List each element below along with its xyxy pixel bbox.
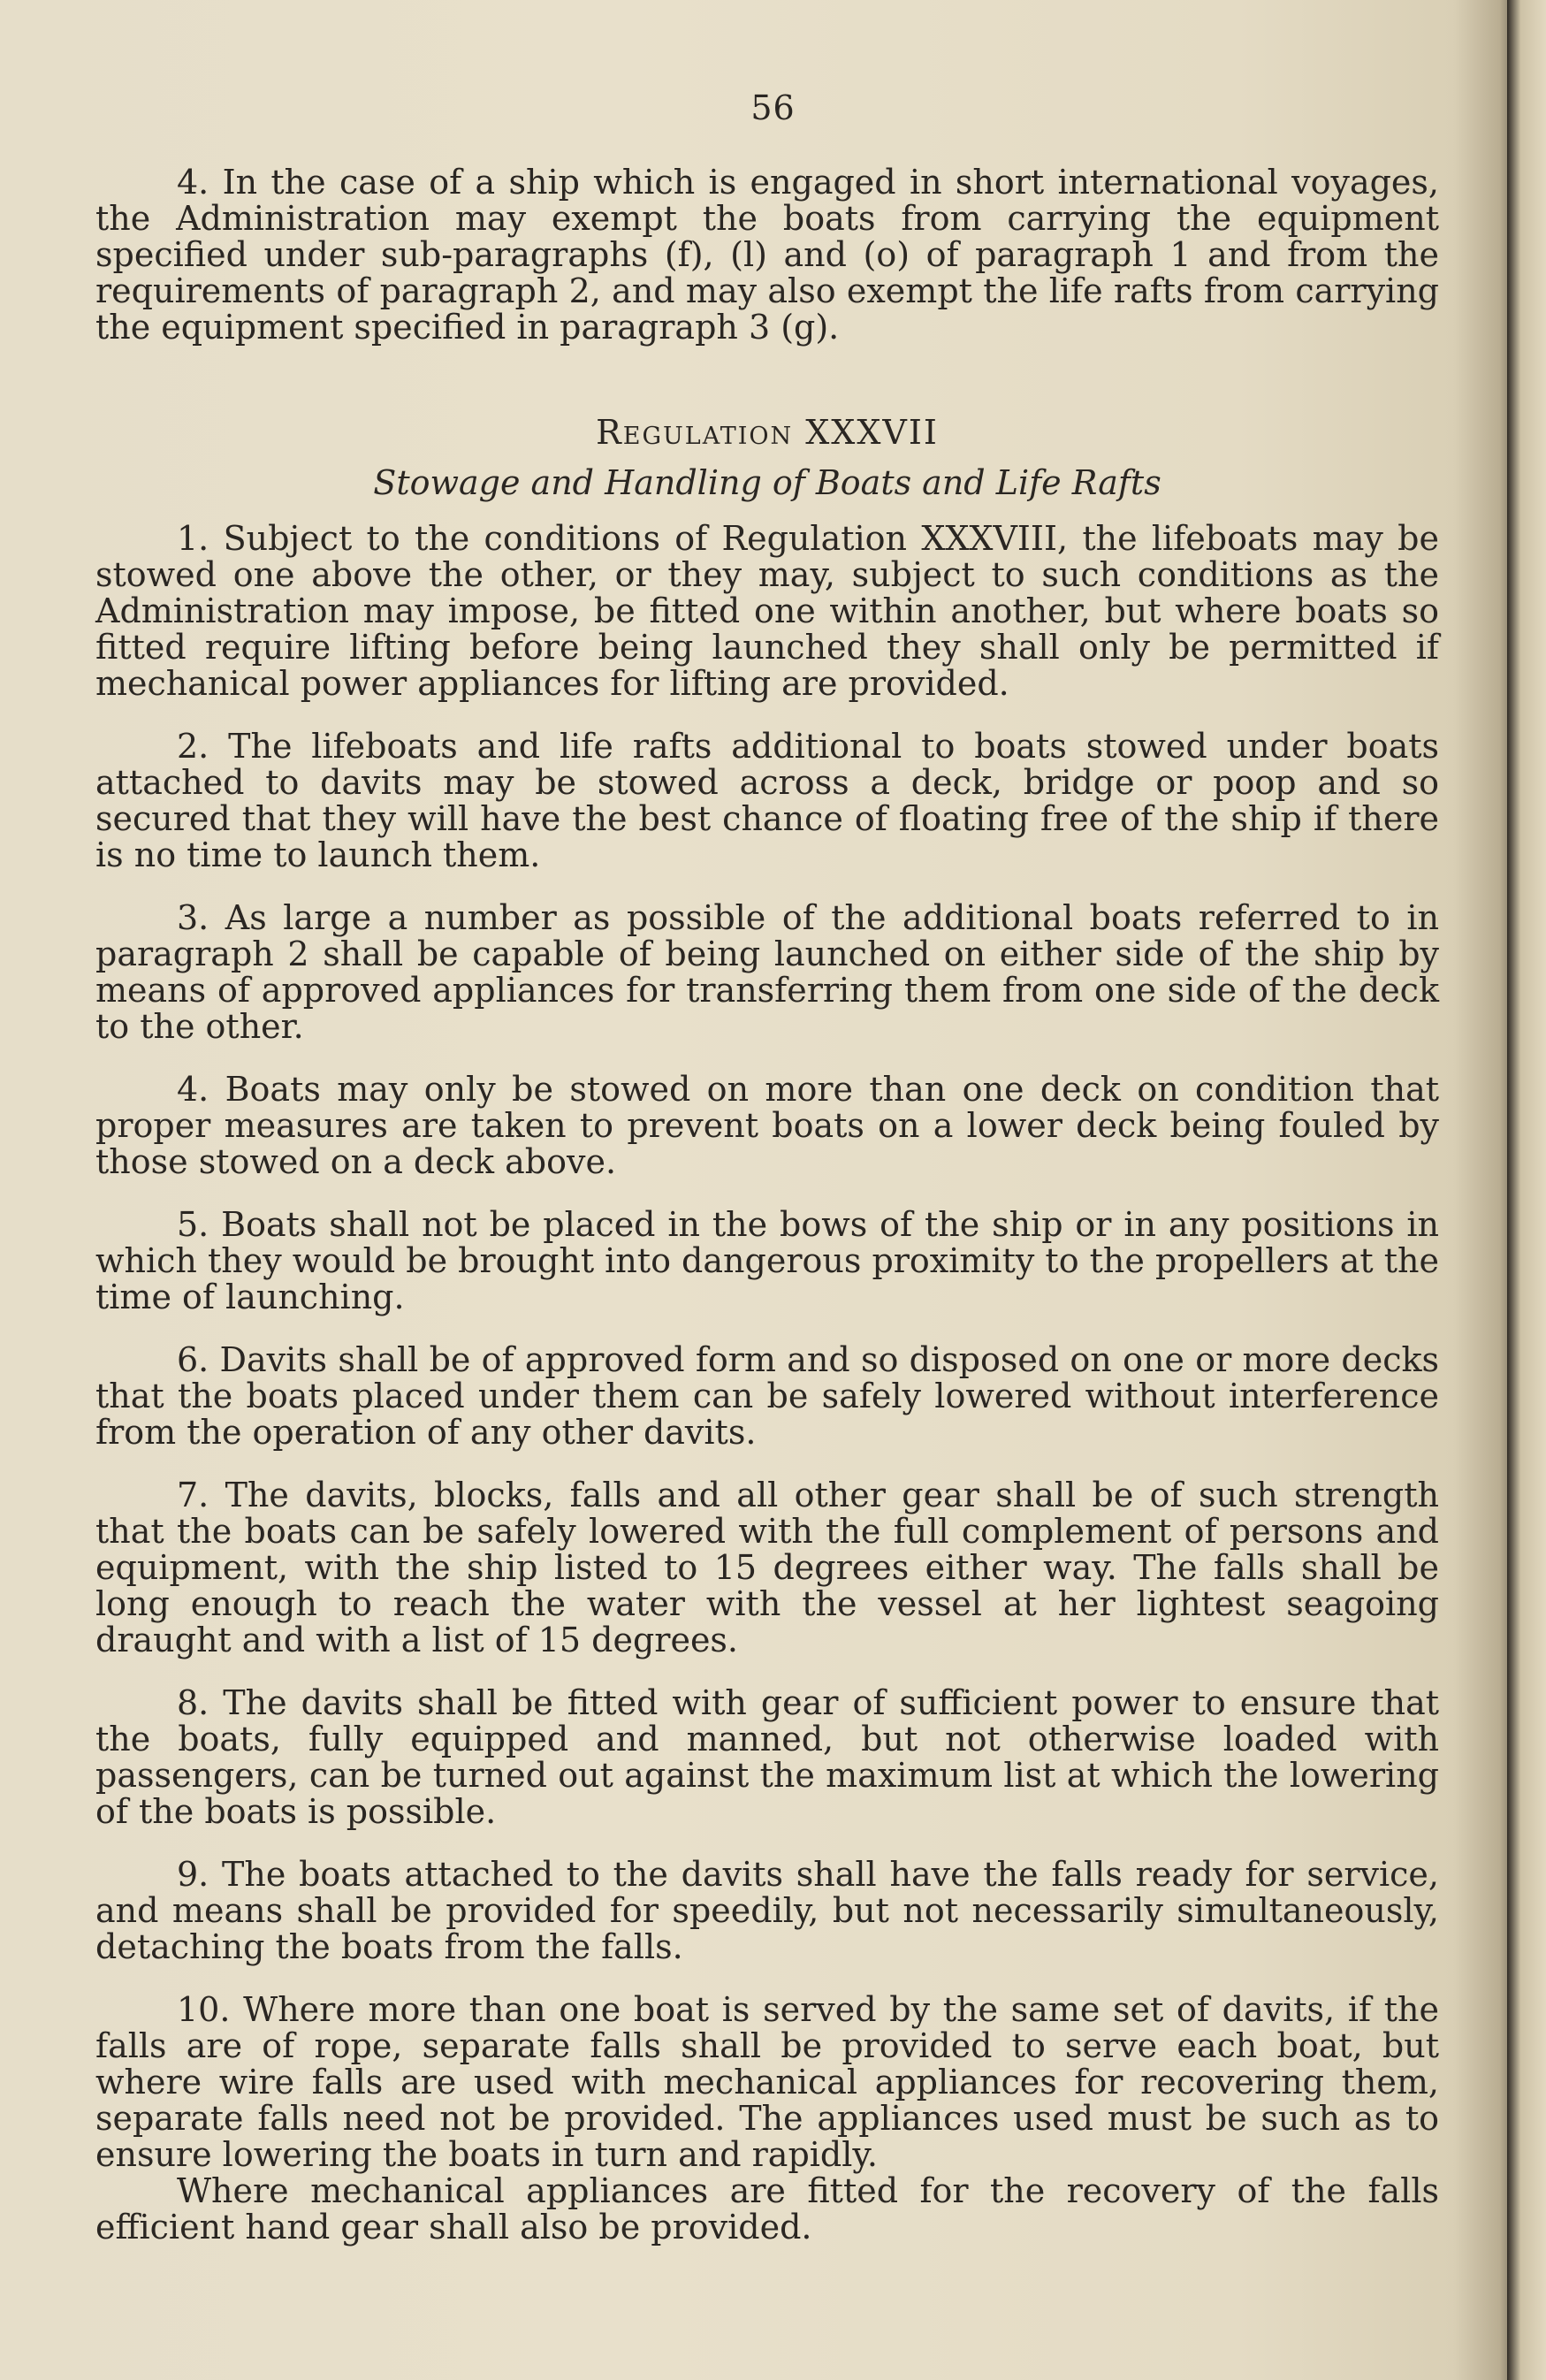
paragraph-9: 9. The boats attached to the davits shall have the falls ready for service, and means shall be provided for speedily, but not necessarily simultaneously, detaching the boats from the falls. [95,1855,1439,1966]
paragraph-5: 5. Boats shall not be placed in the bows of the ship or in any positions in which they would be brought into dangerous proximity to the propellers at the time of launching. [95,1205,1439,1316]
paragraph-10-continued: Where mechanical appliances are fitted for the recovery of the falls efficient hand gear shall also be provided. [95,2171,1439,2247]
paragraph-2: 2. The lifeboats and life rafts additional to boats stowed under boats attached to davits may be stowed across a deck, bridge or poop and so secured that they will have the best chance of floating free of the ship if there is no time to launch them. [95,727,1439,874]
regulation-numeral: XXXVII [805,413,939,452]
document-body [95,164,1439,2272]
paragraph-10: 10. Where more than one boat is served by the same set of davits, if the falls are of rope, separate falls shall be provided to serve each boat, but where wire falls are used with mechanical appliances for recovering them, separate falls need not be provided. The appliances used must be such as to ensure lowering the boats in turn and rapidly. [95,1990,1439,2174]
paragraph-4: 4. Boats may only be stowed on more than one deck on condition that proper measures are taken to prevent boats on a lower deck being fouled by those stowed on a deck above. [95,1070,1439,1181]
facing-page-edge [1507,0,1546,2380]
paragraph-3: 3. As large a number as possible of the additional boats referred to in paragraph 2 shall be capable of being launched on either side of the ship by means of approved appliances for transferring them from one side of the deck to the other. [95,898,1439,1046]
paragraph-8: 8. The davits shall be fitted with gear of sufficient power to ensure that the boats, fully equipped and manned, but not otherwise loaded with passengers, can be turned out against the maximum list at which the lowering of the boats is possible. [95,1683,1439,1831]
paragraph-1: 1. Subject to the conditions of Regulation XXXVIII, the lifeboats may be stowed one above the other, or they may, subject to such conditions as the Administration may impose, be fitted one within another, but where boats so fitted require lifting before being launched they shall only be permitted if mechanical power appliances for lifting are provided. [95,519,1439,703]
paragraph-6: 6. Davits shall be of approved form and so disposed on one or more decks that the boats placed under them can be safely lowered without interference from the operation of any other davits. [95,1340,1439,1452]
regulation-title: Stowage and Handling of Boats and Life Rafts [373,463,1161,502]
intro-paragraph: 4. In the case of a ship which is engaged in short international voyages, the Administration may exempt the boats from carrying the equipment specified under sub-paragraphs (f), (l) and (o) of paragraph 1 and from the requirements of paragraph 2, and may also exempt the life rafts from carrying the equipment specified in paragraph 3 (g). [95,163,1439,347]
page-number: 56 [750,88,796,127]
regulation-heading [95,415,1439,451]
paragraph-7: 7. The davits, blocks, falls and all other gear shall be of such strength that the boats can be safely lowered with the full complement of persons and equipment, with the ship listed to 15 degrees either way. The falls shall be long enough to reach the water with the vessel at her lightest seagoing draught and with a list of 15 degrees. [95,1476,1439,1659]
regulation-label: Regulation [596,413,794,452]
